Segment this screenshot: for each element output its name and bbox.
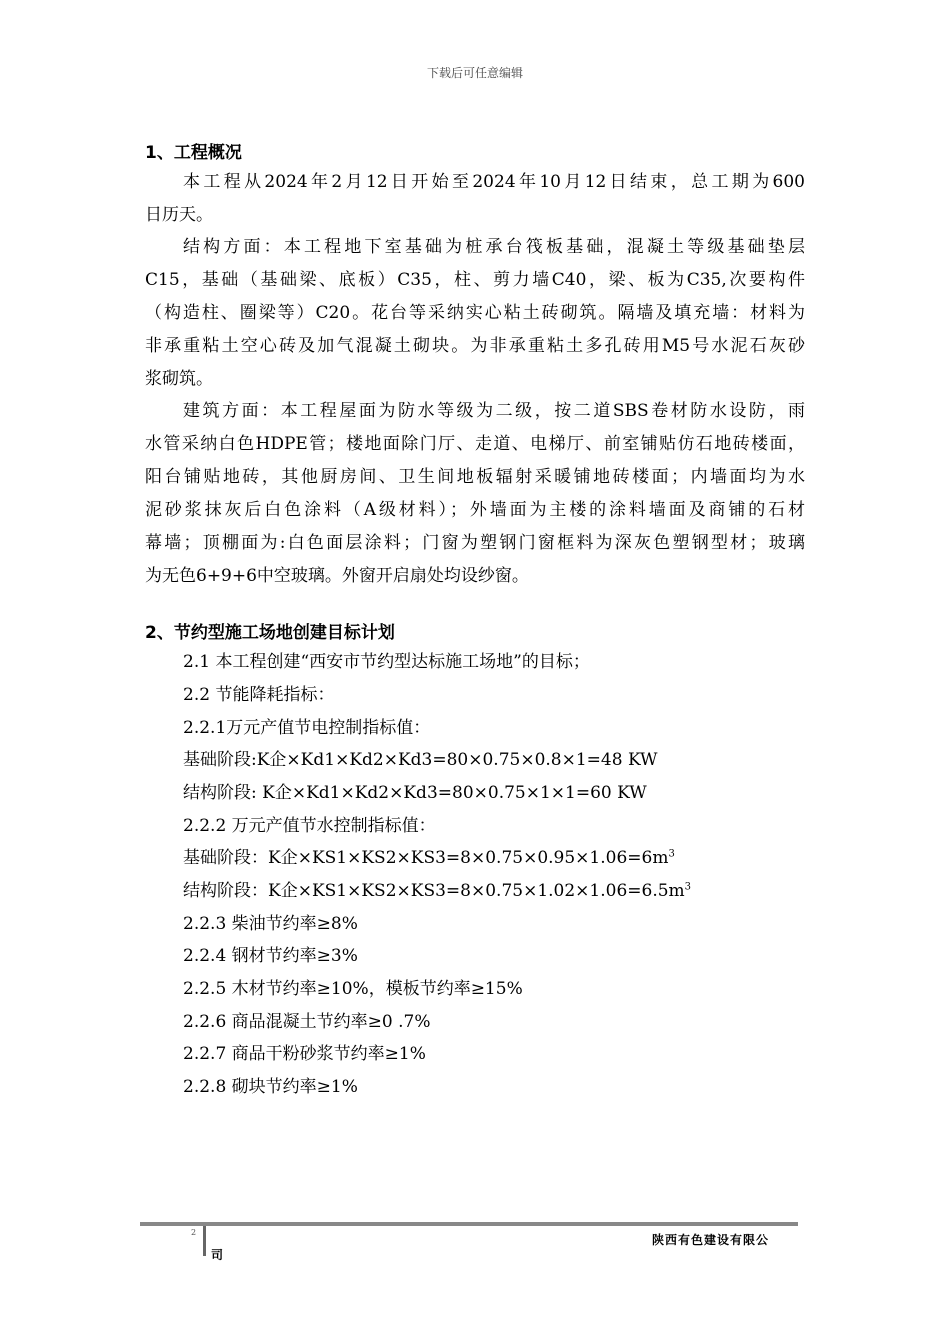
list-item [183, 875, 691, 908]
list-item: 2.2.4 钢材节约率≥3% [183, 946, 358, 966]
paragraph-overview [145, 166, 805, 232]
text-line: 本工程从2024年2月12日开始至2024年10月12日结束，总工期为600 [183, 172, 805, 192]
list-item: 2.2.2 万元产值节水控制指标值： [183, 816, 436, 836]
list-item: 基础阶段:K企×Kd1×Kd2×Kd3=80×0.75×0.8×1=48 KW [183, 750, 658, 770]
list-item: 2.2 节能降耗指标： [183, 685, 335, 705]
section-2-title: 2、节约型施工场地创建目标计划 [145, 623, 395, 643]
footer-company-name: 陕西有色建设有限公 [652, 1233, 770, 1247]
list-item: 2.1 本工程创建“西安市节约型达标施工场地”的目标； [183, 652, 590, 672]
list-item: 2.2.1万元产值节电控制指标值： [183, 718, 431, 738]
list-item: 2.2.6 商品混凝土节约率≥0 .7% [183, 1012, 431, 1032]
list-item-text: 结构阶段：K企×KS1×KS2×KS3=8×0.75×1.02×1.06=6.5m [183, 881, 685, 901]
superscript-cubic: 3 [684, 881, 692, 893]
paragraph-structure [145, 231, 805, 396]
text-line: 结构方面：本工程地下室基础为桩承台筏板基础，混凝土等级基础垫层 [183, 237, 805, 257]
list-item: 2.2.5 木材节约率≥10%，模板节约率≥15% [183, 979, 523, 999]
list-item: 2.2.3 柴油节约率≥8% [183, 914, 358, 934]
footer-vertical-bar [203, 1226, 206, 1256]
superscript-cubic: 3 [668, 848, 675, 860]
list-item: 2.2.7 商品干粉砂浆节约率≥1% [183, 1044, 426, 1064]
header-note: 下载后可任意编辑 [426, 66, 523, 80]
text-line: 非承重粘土空心砖及加气混凝土砌块。为非承重粘土多孔砖用M5号水泥石灰砂 [145, 336, 805, 356]
footer-divider [140, 1222, 798, 1226]
text-line: C15，基础（基础梁、底板）C35，柱、剪力墙C40，梁、板为C35,次要构件 [145, 270, 805, 290]
text-line: 幕墙；顶棚面为:白色面层涂料；门窗为塑钢门窗框料为深灰色塑钢型材；玻璃 [145, 533, 805, 553]
text-line: 阳台铺贴地砖，其他厨房间、卫生间地板辐射采暖铺地砖楼面；内墙面均为水 [145, 467, 805, 487]
text-line: 建筑方面：本工程屋面为防水等级为二级，按二道SBS卷材防水设防，雨 [183, 401, 805, 421]
page-number: 2 [191, 1228, 197, 1237]
footer-company-name-continued: 司 [211, 1248, 224, 1262]
text-line: 泥砂浆抹灰后白色涂料（A级材料）；外墙面为主楼的涂料墙面及商铺的石材 [145, 500, 805, 520]
list-item: 2.2.8 砌块节约率≥1% [183, 1077, 358, 1097]
text-line: 日历天。 [145, 205, 213, 225]
text-line: 为无色6+9+6中空玻璃。外窗开启扇处均设纱窗。 [145, 566, 529, 586]
paragraph-architecture [145, 395, 805, 593]
list-item-text: 基础阶段：K企×KS1×KS2×KS3=8×0.75×0.95×1.06=6m [183, 848, 669, 868]
list-item: 结构阶段: K企×Kd1×Kd2×Kd3=80×0.75×1×1=60 KW [183, 783, 647, 803]
text-line: （构造柱、圈梁等）C20。花台等采纳实心粘土砖砌筑。隔墙及填充墙：材料为 [145, 303, 805, 323]
section-1-title: 1、工程概况 [145, 143, 242, 163]
text-line: 水管采纳白色HDPE管；楼地面除门厅、走道、电梯厅、前室铺贴仿石地砖楼面， [145, 434, 805, 454]
list-item [183, 842, 675, 875]
text-line: 浆砌筑。 [145, 369, 213, 389]
